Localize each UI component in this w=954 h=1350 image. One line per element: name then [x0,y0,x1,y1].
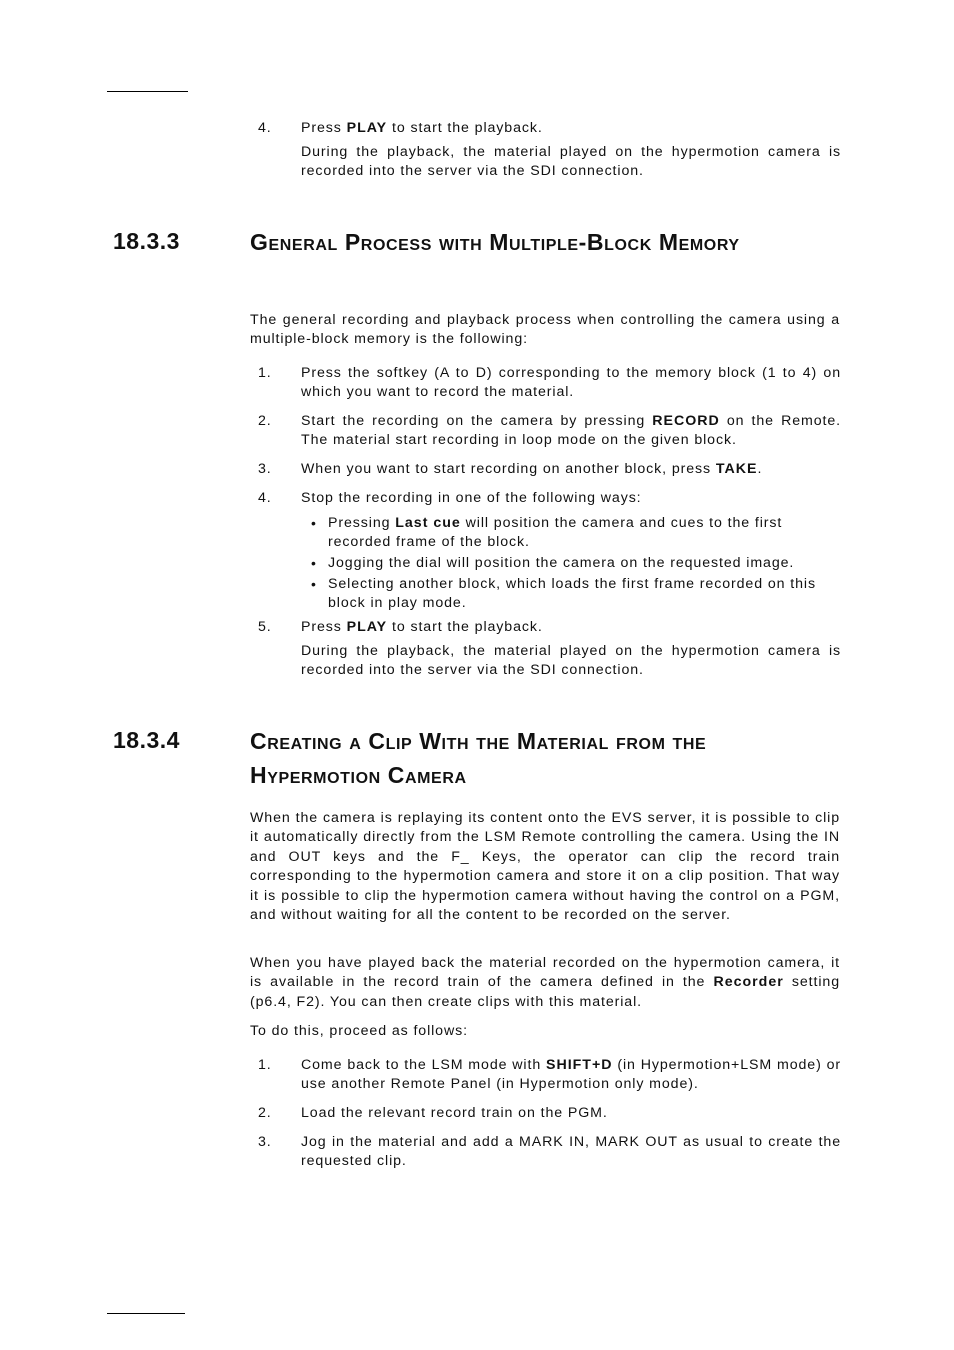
section-intro: The general recording and playback process when controlling the camera using a multiple-block memory is the following: [250,312,840,348]
step-2-text: Load the relevant record train on the PGM. [301,1105,608,1121]
step-number: 2. [258,1105,272,1121]
section-title: General Process with Multiple-Block Memory [250,229,740,255]
footer-rule [107,1313,185,1314]
step-number: 3. [258,461,272,477]
step-3-text: Jog in the material and add a MARK IN, MARK OUT as usual to create the requested clip. [301,1134,841,1170]
header-rule [107,91,188,92]
step-5-text: Press PLAY to start the playback. [301,619,543,635]
section-number: 18.3.3 [113,228,180,254]
step-1-text: Press the softkey (A to D) corresponding to the memory block (1 to 4) on which you want to record the material. [301,365,841,401]
bullet-dot: • [311,515,316,531]
step-1-text: Come back to the LSM mode with SHIFT+D (in Hypermotion+LSM mode) or use another Remote Panel (in Hypermotion only mode). [301,1057,841,1093]
step-number: 4. [258,490,272,506]
playback-note: During the playback, the material played on the hypermotion camera is recorded into the server via the SDI connection. [301,643,841,679]
bullet-dot: • [311,555,316,571]
section-number: 18.3.4 [113,727,180,753]
bullet-jogging: Jogging the dial will position the camera on the requested image. [328,555,795,571]
step-number: 5. [258,619,272,635]
bullet-selecting-block: Selecting another block, which loads the first frame recorded on this block in play mode. [328,576,816,612]
bullet-last-cue: Pressing Last cue will position the camera and cues to the first recorded frame of the block. [328,515,783,551]
paragraph: When you have played back the material recorded on the hypermotion camera, it is available in the record train of the camera defined in the Recorder setting (p6.4, F2). You can then create clips with this material. [250,955,840,1010]
step-number: 4. [258,120,272,136]
step-number: 1. [258,1057,272,1073]
step-3-text: When you want to start recording on another block, press TAKE. [301,461,763,477]
paragraph: When the camera is replaying its content onto the EVS server, it is possible to clip it automatically directly from the LSM Remote controlling the camera. Using the IN and OUT keys and the F_ Keys, the operator can clip the record train corresponding to the hypermotion camera and store it on a clip position. That way it is possible to clip the hypermotion camera without having the control on a PGM, and without waiting for all the content to be recorded on the server. [250,810,840,924]
step-4-text: Press PLAY to start the playback. [301,120,543,136]
bullet-dot: • [311,576,316,592]
step-number: 2. [258,413,272,429]
paragraph: To do this, proceed as follows: [250,1023,468,1039]
step-number: 3. [258,1134,272,1150]
step-2-text: Start the recording on the camera by pressing RECORD on the Remote. The material start recording in loop mode on the given block. [301,413,841,449]
step-4-text: Stop the recording in one of the following ways: [301,490,642,506]
step-number: 1. [258,365,272,381]
section-title: Creating a Clip With the Material from the Hypermotion Camera [250,728,707,788]
playback-note: During the playback, the material played on the hypermotion camera is recorded into the server via the SDI connection. [301,144,841,180]
